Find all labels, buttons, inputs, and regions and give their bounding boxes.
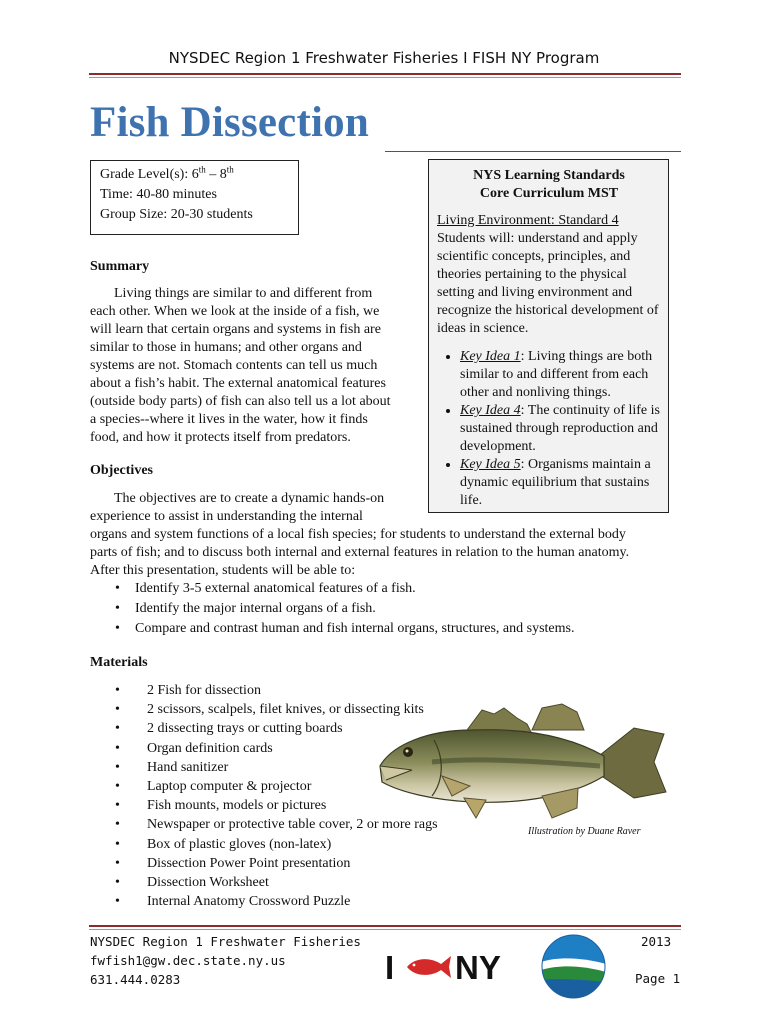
footer-page-number: Page 1 bbox=[635, 971, 681, 986]
largemouth-bass-illustration bbox=[372, 700, 672, 825]
illustration-credit: Illustration by Duane Raver bbox=[528, 826, 641, 837]
group-size: Group Size: 20-30 students bbox=[100, 207, 253, 222]
key-idea-item: • Key Idea 5: Organisms maintain a dynamic equilibrium that sustains life. bbox=[460, 456, 661, 510]
standard-text: Students will: understand and apply scientific concepts, principles, and theories pertaining to the physical setting and living environment and recognize the historical development of ideas in science. bbox=[437, 231, 659, 336]
list-item: • Fish mounts, models or pictures bbox=[90, 796, 438, 815]
footer-org: NYSDEC Region 1 Freshwater Fisheries bbox=[90, 934, 361, 949]
list-item: • Newspaper or protective table cover, 2 or more rags bbox=[90, 815, 438, 834]
time: Time: 40-80 minutes bbox=[100, 187, 217, 202]
list-item: • 2 scissors, scalpels, filet knives, or dissecting kits bbox=[90, 700, 438, 719]
key-ideas-list bbox=[437, 348, 661, 510]
standard-label: Living Environment: Standard 4 bbox=[437, 213, 619, 228]
nysdec-logo bbox=[541, 934, 606, 999]
svg-text:NY: NY bbox=[455, 949, 501, 984]
list-item: • 2 dissecting trays or cutting boards bbox=[90, 719, 438, 738]
footer-email: fwfish1@gw.dec.state.ny.us bbox=[90, 953, 286, 968]
objectives-text: The objectives are to create a dynamic hands-on experience to assist in understanding the internal organs and system functions of a local fish species; for students to understand the external body parts of fish; and to discuss both internal and external features in relation to the human anatomy. After this presentation, students will be able to: bbox=[90, 491, 630, 578]
list-item: • Identify 3-5 external anatomical features of a fish. bbox=[90, 579, 574, 599]
standards-title: NYS Learning Standards Core Curriculum MST bbox=[473, 168, 625, 201]
header-title: NYSDEC Region 1 Freshwater Fisheries I FISH NY Program bbox=[168, 49, 600, 67]
header-rule bbox=[89, 73, 681, 75]
footer-rule-thin bbox=[89, 929, 681, 930]
grade-level: Grade Level(s): 6th – 8th bbox=[100, 164, 234, 182]
summary-heading: Summary bbox=[90, 259, 150, 274]
list-item: • Identify the major internal organs of a fish. bbox=[90, 599, 574, 619]
header-rule-thin bbox=[89, 77, 681, 78]
objectives-list bbox=[90, 579, 574, 639]
footer-contact bbox=[90, 932, 361, 989]
footer-rule bbox=[89, 925, 681, 927]
list-item: • Hand sanitizer bbox=[90, 758, 438, 777]
list-item: • Compare and contrast human and fish internal organs, structures, and systems. bbox=[90, 619, 574, 639]
list-item: • 2 Fish for dissection bbox=[90, 681, 438, 700]
title-rule bbox=[385, 151, 681, 152]
i-fish-ny-logo bbox=[385, 948, 520, 984]
footer-year: 2013 bbox=[641, 934, 672, 949]
lesson-info-box bbox=[90, 160, 299, 235]
footer-phone: 631.444.0283 bbox=[90, 972, 181, 987]
list-item: • Internal Anatomy Crossword Puzzle bbox=[90, 892, 438, 911]
list-item: • Organ definition cards bbox=[90, 739, 438, 758]
list-item: • Box of plastic gloves (non-latex) bbox=[90, 835, 438, 854]
svg-text:I: I bbox=[385, 949, 395, 984]
list-item: • Dissection Power Point presentation bbox=[90, 854, 438, 873]
key-idea-item: • Key Idea 1: Living things are both similar to and different from each other and nonliving things. bbox=[460, 348, 661, 402]
key-idea-item: • Key Idea 4: The continuity of life is sustained through reproduction and development. bbox=[460, 402, 661, 456]
list-item: • Laptop computer & projector bbox=[90, 777, 438, 796]
summary-text: Living things are similar to and different from each other. When we look at the inside of a fish, we will learn that certain organs and systems in fish are similar to those in humans; and other organs and systems are not. Stomach contents can tell us much about a fish’s habit. The external anatomical features (outside body parts) of fish can also tell us a lot about a species--where it lives in the water, how it finds food, and how it protects itself from predators. bbox=[90, 286, 391, 445]
page-title: Fish Dissection bbox=[90, 99, 369, 146]
objectives-heading: Objectives bbox=[90, 463, 153, 478]
list-item: • Dissection Worksheet bbox=[90, 873, 438, 892]
materials-heading: Materials bbox=[90, 655, 148, 670]
learning-standards-box bbox=[428, 159, 669, 513]
